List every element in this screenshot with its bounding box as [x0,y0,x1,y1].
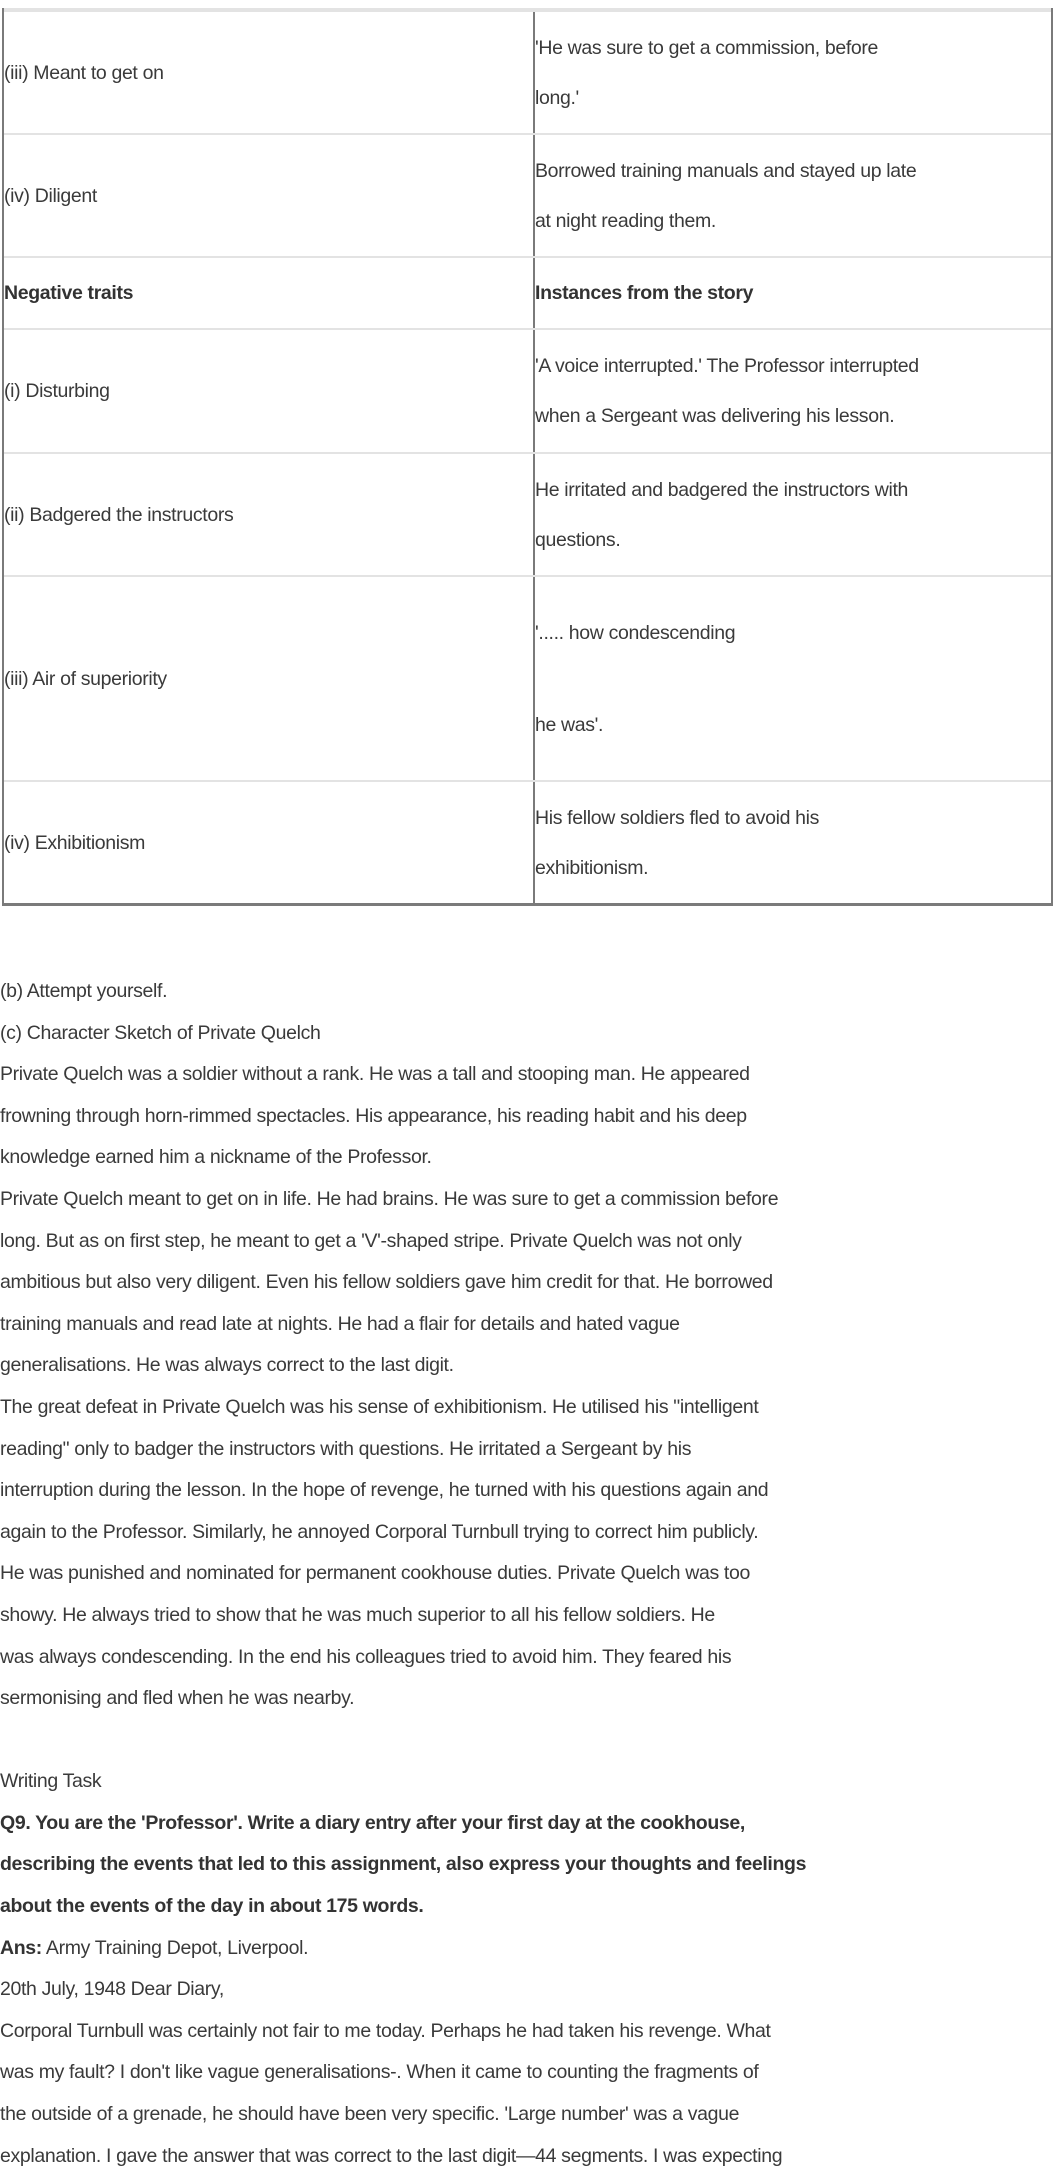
text-line [0,1678,1055,1720]
text-line [0,1345,1055,1387]
instance-cell [535,12,1051,133]
line-text: interruption during the lesson. In the hope of revenge, he turned with his questions again and [0,1479,769,1502]
cell-text: questions. [535,528,621,551]
line-text: again to the Professor. Similarly, he annoyed Corporal Turnbull trying to correct him publicly. [0,1520,759,1543]
line-text: knowledge earned him a nickname of the Professor. [0,1146,432,1169]
cell-text: Borrowed training manuals and stayed up late [535,159,917,182]
cell-text: (ii) Badgered the instructors [4,503,234,526]
answer-label: Ans: [0,1936,42,1959]
line-text: was my fault? I don't like vague generalisations-. When it came to counting the fragments of [0,2061,759,2084]
text-line [0,1387,1055,1429]
line-text: (c) Character Sketch of Private Quelch [0,1021,321,1044]
cell-text: His fellow soldiers fled to avoid his [535,806,820,829]
line-text: Private Quelch was a soldier without a rank. He was a tall and stooping man. He appeared [0,1063,750,1086]
line-text: reading" only to badger the instructors with questions. He irritated a Sergeant by his [0,1437,692,1460]
instance-cell [535,258,1051,328]
line-text: explanation. I gave the answer that was correct to the last digit—44 segments. I was expecting [0,2144,783,2167]
table-row [4,133,1051,256]
table-header-row [4,256,1051,328]
instance-cell [535,577,1051,780]
cell-text: exhibitionism. [535,856,649,879]
question-text-line [0,1803,1055,1845]
line-text: describing the events that led to this assignment, also express your thoughts and feelings [0,1853,807,1876]
text-line [0,1096,1055,1138]
line-text: about the events of the day in about 175 words. [0,1895,424,1918]
table-row [4,452,1051,575]
text-line [0,971,1055,1013]
cell-text: when a Sergeant was delivering his lesson. [535,405,895,427]
text-line [0,2052,1055,2094]
trait-cell [4,577,535,780]
answer-text [0,971,1055,2177]
table-row [4,328,1051,452]
question-text-line [0,1844,1055,1886]
instance-cell [535,135,1051,256]
line-text: was always condescending. In the end his colleagues tried to avoid him. They feared his [0,1645,732,1668]
trait-cell [4,12,535,133]
text-line [0,1054,1055,1096]
line-text: ambitious but also very diligent. Even his fellow soldiers gave him credit for that. He borrowed [0,1271,773,1294]
text-line [0,1179,1055,1221]
line-text: sermonising and fled when he was nearby. [0,1687,355,1710]
line-text: He was punished and nominated for permanent cookhouse duties. Private Quelch was too [0,1562,750,1585]
line-text: Corporal Turnbull was certainly not fair to me today. Perhaps he had taken his revenge. What [0,2019,771,2042]
text-line [0,1221,1055,1263]
text-line [0,1969,1055,2011]
line-text: Private Quelch meant to get on in life. He had brains. He was sure to get a commission before [0,1187,779,1210]
line-text: generalisations. He was always correct to the last digit. [0,1354,454,1377]
cell-text: 'He was sure to get a commission, before [535,36,879,59]
text-line [0,1928,1055,1970]
cell-text: (iv) Exhibitionism [4,831,146,854]
line-text: (b) Attempt yourself. [0,980,168,1002]
trait-cell [4,258,535,328]
trait-cell [4,454,535,575]
text-line [0,1720,1055,1762]
line-text: training manuals and read late at nights. He had a flair for details and hated vague [0,1312,680,1335]
cell-text: Instances from the story [535,282,754,304]
line-text: Q9. You are the 'Professor'. Write a diary entry after your first day at the cookhouse, [0,1811,745,1834]
text-line [0,1637,1055,1679]
cell-text: at night reading them. [535,209,716,232]
question-text-line [0,1886,1055,1928]
cell-text: (iv) Diligent [4,184,97,207]
line-text: Writing Task [0,1770,102,1793]
cell-text: he was'. [535,713,604,736]
line-text: The great defeat in Private Quelch was his sense of exhibitionism. He utilised his "intelligent [0,1395,759,1418]
cell-text: (iii) Meant to get on [4,61,164,84]
cell-text: (i) Disturbing [4,380,110,402]
cell-spacer [535,658,1051,700]
trait-cell [4,330,535,452]
line-text: Army Training Depot, Liverpool. [41,1936,309,1959]
cell-text: (iii) Air of superiority [4,667,167,690]
line-text: frowning through horn-rimmed spectacles. His appearance, his reading habit and his deep [0,1104,747,1127]
trait-cell [4,782,535,903]
text-line [0,1595,1055,1637]
cell-text: He irritated and badgered the instructors with [535,478,909,501]
text-line [0,2094,1055,2136]
text-line [0,1013,1055,1055]
cell-text: '..... how condescending [535,621,736,644]
text-line [0,1304,1055,1346]
instance-cell [535,454,1051,575]
text-line [0,1553,1055,1595]
line-text: showy. He always tried to show that he was much superior to all his fellow soldiers. He [0,1603,715,1626]
text-line [0,1262,1055,1304]
instance-cell [535,330,1051,452]
cell-text: 'A voice interrupted.' The Professor interrupted [535,355,919,377]
line-text: the outside of a grenade, he should have been very specific. 'Large number' was a vague [0,2103,740,2126]
table-row [4,575,1051,780]
text-line [0,1470,1055,1512]
traits-table [2,8,1053,906]
text-line [0,1429,1055,1471]
text-line [0,2011,1055,2053]
text-line [0,1137,1055,1179]
cell-text: long.' [535,86,579,109]
trait-cell [4,135,535,256]
table-row [4,10,1051,133]
table-row [4,780,1051,903]
instance-cell [535,782,1051,903]
text-line [0,1761,1055,1803]
cell-text: Negative traits [4,282,134,304]
line-text: 20th July, 1948 Dear Diary, [0,1978,224,2001]
text-line [0,1512,1055,1554]
line-text: long. But as on first step, he meant to get a 'V'-shaped stripe. Private Quelch was not only [0,1229,742,1252]
